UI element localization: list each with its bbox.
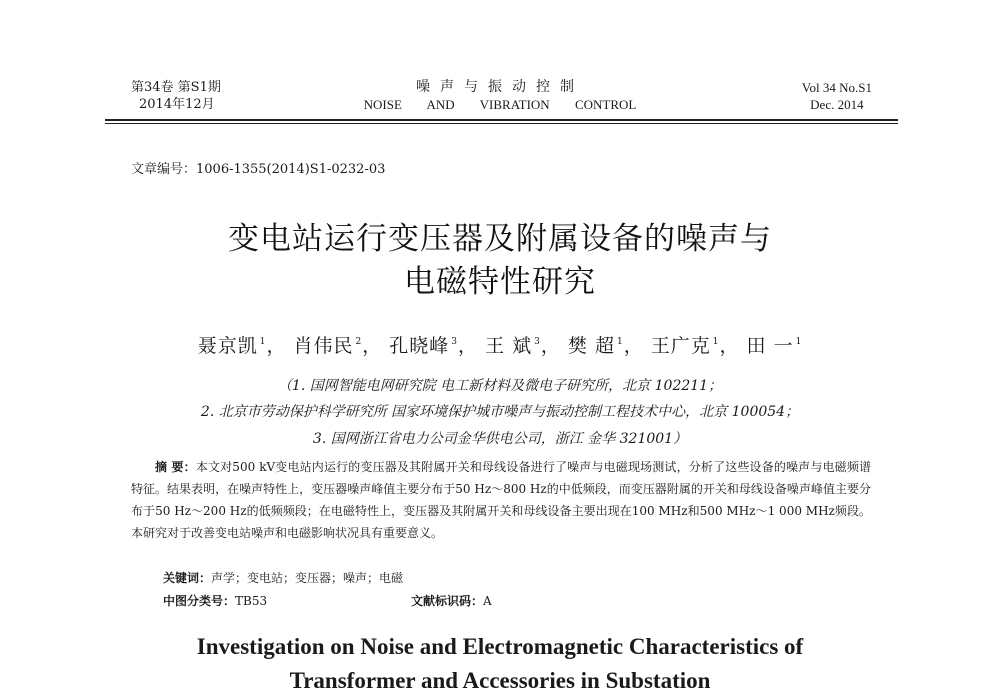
english-title-line-1: Investigation on Noise and Electromagnetic Characteristics of bbox=[196, 634, 804, 659]
title-line-2: 电磁特性研究 bbox=[404, 264, 596, 300]
author: 孔晓峰 $^3$ bbox=[389, 335, 459, 357]
volume-issue: 第34卷 第S1期 bbox=[131, 80, 221, 95]
abstract-text: 本文对500 kV变电站内运行的变压器及其附属开关和母线设备进行了噪声与电磁现场测试，分析了这些设备的噪声与电磁频谱特征。结果表明，在噪声特性上，变压器噪声峰值主要分布于50 Hz～800 Hz的中低频段，而变压器附属的开关和母线设备噪声峰值主要分布于50 Hz～200 Hz的低频频段；在电磁特性上，变压器及其附属开关和母线设备主要出现在100 MHz和500 MHz～1 000 MHz频段。本研究对于改善变电站噪声和电磁影响状况具有重要意义。 bbox=[131, 460, 871, 540]
keywords-text: 声学；变电站；变压器；噪声；电磁 bbox=[211, 571, 404, 585]
author-list: 聂京凯 $^1$， 肖伟民 $^2$， 孔晓峰 $^3$， 王 斌 $^3$， 樊 超 $^1$， 王广克 $^1$， 田 一 $^1$ bbox=[197, 335, 803, 357]
journal-name-en: NOISE AND VIBRATION CONTROL bbox=[363, 97, 637, 112]
affiliation-2: 2. 北京市劳动保护科学研究所 国家环境保护城市噪声与振动控制工程技术中心，北京 100054； bbox=[200, 404, 800, 420]
author: 肖伟民 $^2$ bbox=[293, 335, 363, 357]
volume-issue-en: Vol 34 No.S1 bbox=[801, 80, 872, 95]
abstract-label: 摘 要： bbox=[155, 460, 196, 474]
affiliation-3: 3. 国网浙江省电力公司金华供电公司，浙江 金华 321001） bbox=[312, 431, 688, 447]
abstract bbox=[131, 456, 871, 544]
publication-date-en: Dec. 2014 bbox=[810, 97, 864, 112]
document-code bbox=[411, 592, 492, 609]
journal-name-cn: 噪声与振动控制 bbox=[416, 79, 584, 95]
author: 王广克 $^1$ bbox=[650, 335, 720, 357]
affiliation-1: （1. 国网智能电网研究院 电工新材料及微电子研究所，北京 102211； bbox=[277, 378, 723, 394]
keywords bbox=[163, 569, 403, 586]
english-title-line-2: Transformer and Accessories in Substation bbox=[289, 668, 711, 693]
keywords-label: 关键词： bbox=[163, 571, 212, 585]
title-line-1: 变电站运行变压器及附属设备的噪声与 bbox=[228, 221, 772, 257]
publication-date: 2014年12月 bbox=[139, 97, 215, 112]
journal-volume-info-en bbox=[802, 79, 872, 113]
document-code-label: 文献标识码： bbox=[411, 594, 484, 608]
author: 王 斌 $^3$ bbox=[485, 335, 541, 357]
document-code-value: A bbox=[483, 594, 492, 608]
author: 田 一 $^1$ bbox=[746, 335, 803, 357]
clc-number bbox=[163, 592, 267, 609]
clc-label: 中图分类号： bbox=[163, 594, 236, 608]
header-rule-thin bbox=[105, 123, 898, 124]
clc-value: TB53 bbox=[235, 594, 268, 608]
author: 聂京凯 $^1$ bbox=[197, 335, 267, 357]
author: 樊 超 $^1$ bbox=[567, 335, 624, 357]
article-number: 文章编号：1006-1355(2014)S1-0232-03 bbox=[131, 162, 386, 177]
header-rule-thick bbox=[105, 119, 898, 121]
